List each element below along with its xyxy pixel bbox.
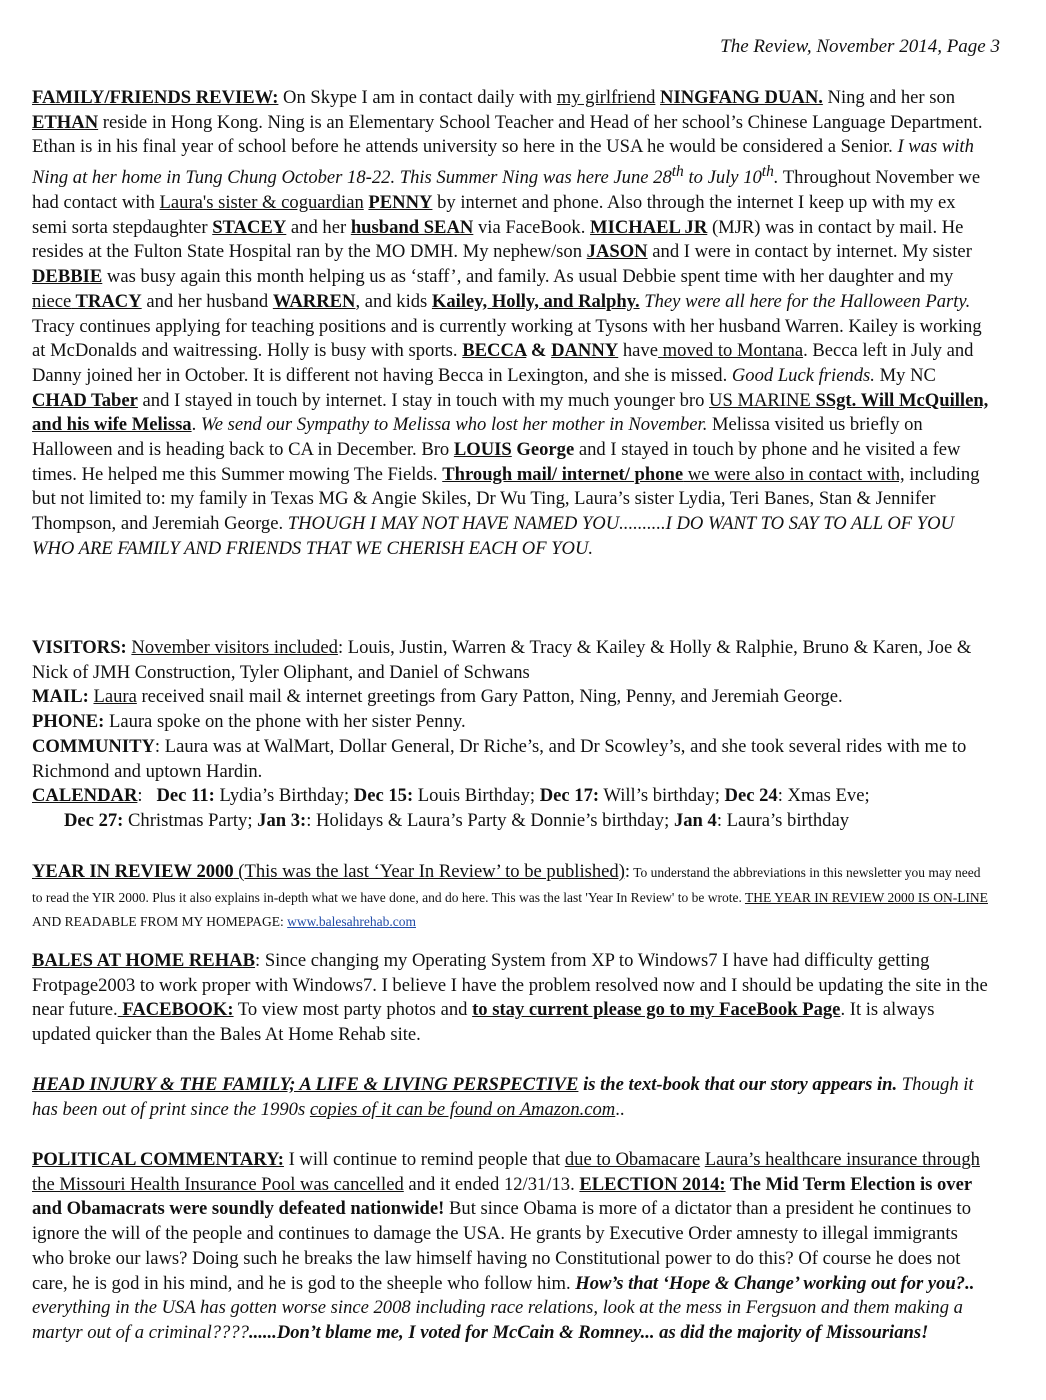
text: : Laura was at WalMart, Dollar General, Dr Riche’s, and Dr Scowley’s, and she took several rides with me to Richmond and uptown Hardin. [32,735,967,782]
calendar-date: Dec 24 [724,785,778,807]
name-louis: LOUIS [453,439,512,461]
text: Laura’s healthcare insurance through the Missouri Health Insurance Pool was cancelled [32,1149,980,1195]
text: by internet and phone. Also through the internet I keep up with my ex semi sorta stepdaughter [32,192,956,238]
text: US MARINE [709,389,811,411]
text: & [526,340,552,362]
head-injury-paragraph [32,1073,994,1122]
text: . It is always updated quicker than the Bales At Home Rehab site. [32,999,935,1046]
calendar-date: Dec 11: [156,785,215,807]
homepage-link[interactable]: www.balesahrehab.com [287,914,416,930]
text: November visitors included [131,637,338,658]
calendar-event: Lydia’s Birthday; [214,785,354,807]
text: On Skype I am in contact daily with [278,87,557,108]
community-heading: COMMUNITY [32,735,155,757]
calendar-heading: CALENDAR [32,785,138,807]
text: Melissa visited us briefly on Halloween and is heading back to CA in December. Bro [32,414,923,461]
text: and I stayed in touch by phone and he visited a few times. He helped me this Summer mowing The Fields. [32,439,961,485]
visitors-section [32,636,994,834]
text: . [191,414,201,436]
text: We send our Sympathy to Melissa who lost her mother in November. [200,414,708,436]
family-section [32,86,994,562]
text: George [511,439,575,461]
text: received snail mail & internet greetings from Gary Patton, Ning, Penny, and Jeremiah George. [136,686,843,708]
text: to stay current please go to my FaceBook Page [472,999,841,1021]
family-paragraph [32,86,994,562]
text: : [624,861,631,882]
bales-paragraph [32,949,994,1048]
text: . [773,167,779,189]
yir-heading: YEAR IN REVIEW 2000 [32,861,234,882]
text: Through mail/ internet/ phone [442,463,684,485]
text: , and kids [355,290,432,312]
book-title: HEAD INJURY & THE FAMILY; A LIFE & LIVING PERSPECTIVE [32,1074,579,1095]
text: Throughout November we had contact with [32,167,981,213]
name-sean: husband SEAN [350,216,474,238]
name-ning: NINGFANG DUAN. [660,87,823,108]
text: everything in the USA has gotten worse since 2008 including race relations, look at the mess in Fergsuon and them making a martyr out of a criminal???? [32,1297,963,1343]
mail-line [32,685,994,710]
text: Laura's sister & coguardian [159,192,364,213]
text: ......Don’t blame me, I voted for McCain & Romney... as did the majority of Missourians! [248,1321,929,1343]
calendar-line-1: CALENDAR: Dec 11: Lydia’s Birthday; Dec 15: Louis Birthday; Dec 17: Will’s birthday; Dec 24: Xmas Eve; [32,785,870,807]
calendar-event: Will’s birthday; [599,785,725,807]
text: I will continue to remind people that [283,1149,565,1170]
yir-paragraph [32,860,994,934]
text: th [761,163,774,181]
name-debbie: DEBBIE [32,266,103,288]
text: The Mid Term Election is over and Obamacrats were soundly defeated nationwide! [32,1173,972,1220]
text: To view most party photos and [233,999,473,1021]
text: and her [286,216,351,238]
text: niece [32,290,72,312]
calendar-event: : Holidays & Laura’s Party & Donnie’s birthday; [306,809,674,831]
text: Laura [93,686,137,708]
phone-heading: PHONE: [32,711,105,733]
text: due to Obamacare [564,1149,701,1170]
name-warren: WARREN [272,290,356,312]
text: including but not limited to: my family in Texas MG & Angie Skiles, Dr Wu Ting, Laura’s sister Lydia, Teri Banes, Stan & Jennifer Thompson, and Jeremiah George. [32,463,980,535]
name-chad: CHAD Taber [32,389,138,411]
text: (MJR) was in contact by mail. He resides at the Fulton State Hospital ran by the MO DMH. My nephew/son [32,216,964,263]
bales-section [32,949,994,1048]
text: Laura spoke on the phone with her sister Penny. [104,711,466,733]
calendar-entries [157,785,870,806]
text: Tracy continues applying for teaching positions and is currently working at Tysons with her husband Warren. Kailey is working at McDonalds and waitressing. Holly is busy with sports. [32,315,982,362]
text: My NC [874,364,936,386]
text: To understand the abbreviations in this newsletter you may need to read the YIR 2000. Plus it also explains in-depth what we have done, and do here. This was the last 'Year In Review' to be wrote. [32,865,981,905]
calendar-event: Christmas Party; [123,809,258,831]
political-paragraph [32,1148,994,1346]
calendar-entries [64,810,849,831]
text: copies of it can be found on Amazon.com [309,1098,616,1120]
name-becca: BECCA [462,340,527,362]
text: But since Obama is more of a dictator than a president he continues to ignore the will of the people and continues to damage the USA. He grants by Executive Order amnesty to illegal immigrants who broke our laws? Doing such he breaks the law himself having no Constitutional power to do this? Of course he does not care, he is god in his mind, and he is god to the sheeple who follow him. [32,1198,972,1294]
name-ethan: ETHAN [32,111,99,133]
name-danny: DANNY [551,340,619,362]
election-heading: ELECTION 2014: [579,1173,726,1195]
text: .. [615,1098,625,1120]
name-mjr: MICHAEL JR [590,216,708,238]
name-penny: PENNY [368,192,433,213]
text: . Becca left in July and Danny joined her in October. It is different not having Becca in Lexington, and she is missed. [32,340,974,386]
text: (This was the last ‘Year In Review’ to be published) [233,861,625,882]
text: reside in Hong Kong. Ning is an Elementary School Teacher and Head of her school’s Chinese Language Department. Ethan is in his final year of school before he attends university so here in the USA he would be considered a Senior. [32,111,983,158]
text: and it ended 12/31/13. [403,1173,580,1195]
text: Good Luck friends. [731,364,875,386]
page-header: The Review, November 2014, Page 3 [720,36,1000,57]
visitors-heading: VISITORS: [32,637,127,658]
text: my girlfriend [556,87,656,108]
visitors-line [32,636,994,685]
phone-line [32,710,994,735]
text: Ning and her son [822,87,956,108]
text: : Since changing my Operating System from XP to Windows7 I have had difficulty getting Frotpage2003 to work proper with Windows7. I believe I have the problem resolved now and I should be updating the site in the near future. [32,950,988,1021]
text: via FaceBook. [473,216,591,238]
year-in-review-section [32,860,994,934]
text: was busy again this month helping us as ‘staff’, and family. As usual Debbie spent time with her daughter and my [102,266,954,288]
calendar-date: Dec 27: [64,809,124,831]
political-section [32,1148,994,1346]
name-stacey: STACEY [212,216,287,238]
text: THE YEAR IN REVIEW 2000 IS ON-LINE [744,889,988,905]
calendar-event: : Xmas Eve; [777,785,870,807]
text: is the text-book that our story appears in. [578,1074,898,1095]
text: They were all here for the Halloween Party. [639,290,971,312]
bales-heading: BALES AT HOME REHAB [32,950,256,971]
calendar-line-2 [32,809,994,834]
calendar-event: : Laura’s birthday [716,809,850,831]
text: THOUGH I MAY NOT HAVE NAMED YOU..........I DO WANT TO SAY TO ALL OF YOU WHO ARE FAMILY AND FRIENDS THAT WE CHERISH EACH OF YOU. [32,513,955,559]
calendar-date: Jan 3: [257,809,307,831]
family-heading: FAMILY/FRIENDS REVIEW: [32,87,279,108]
text: and her husband [141,290,273,312]
text: to July 10 [683,167,762,189]
text: th [671,163,684,181]
text: and I were in contact by internet. My sister [647,241,972,263]
calendar-date: Dec 15: [353,785,414,807]
mail-heading: MAIL: [32,686,89,708]
name-will: SSgt. Will McQuillen, and his wife Melissa [32,389,989,436]
political-heading: POLITICAL COMMENTARY: [32,1149,284,1170]
calendar-event: Louis Birthday; [413,785,540,807]
text: : Louis, Justin, Warren & Tracy & Kailey & Holly & Ralphie, Bruno & Karen, Joe & Nick of JMH Construction, Tyler Oliphant, and Daniel of Schwans [32,637,972,683]
head-injury-section [32,1073,994,1122]
text: and I stayed in touch by internet. I stay in touch with my much younger bro [137,389,710,411]
text: have [618,340,658,362]
text: we were also in contact with, [683,463,905,485]
text: Though it has been out of print since the 1990s [32,1074,974,1120]
name-jason: JASON [586,241,648,263]
calendar-date: Jan 4 [673,809,717,831]
community-line [32,735,994,784]
text: How’s that ‘Hope & Change’ working out for you?.. [575,1272,975,1294]
name-kids: Kailey, Holly, and Ralphy. [431,290,640,312]
text: I was with Ning at her home in Tung Chung October 18-22. This Summer Ning was here June 28 [32,136,974,189]
text: moved to Montana [657,340,804,362]
calendar-date: Dec 17: [539,785,600,807]
name-tracy: TRACY [71,290,142,312]
facebook-heading: FACEBOOK: [117,999,234,1021]
text: AND READABLE FROM MY HOMEPAGE: [32,914,288,930]
